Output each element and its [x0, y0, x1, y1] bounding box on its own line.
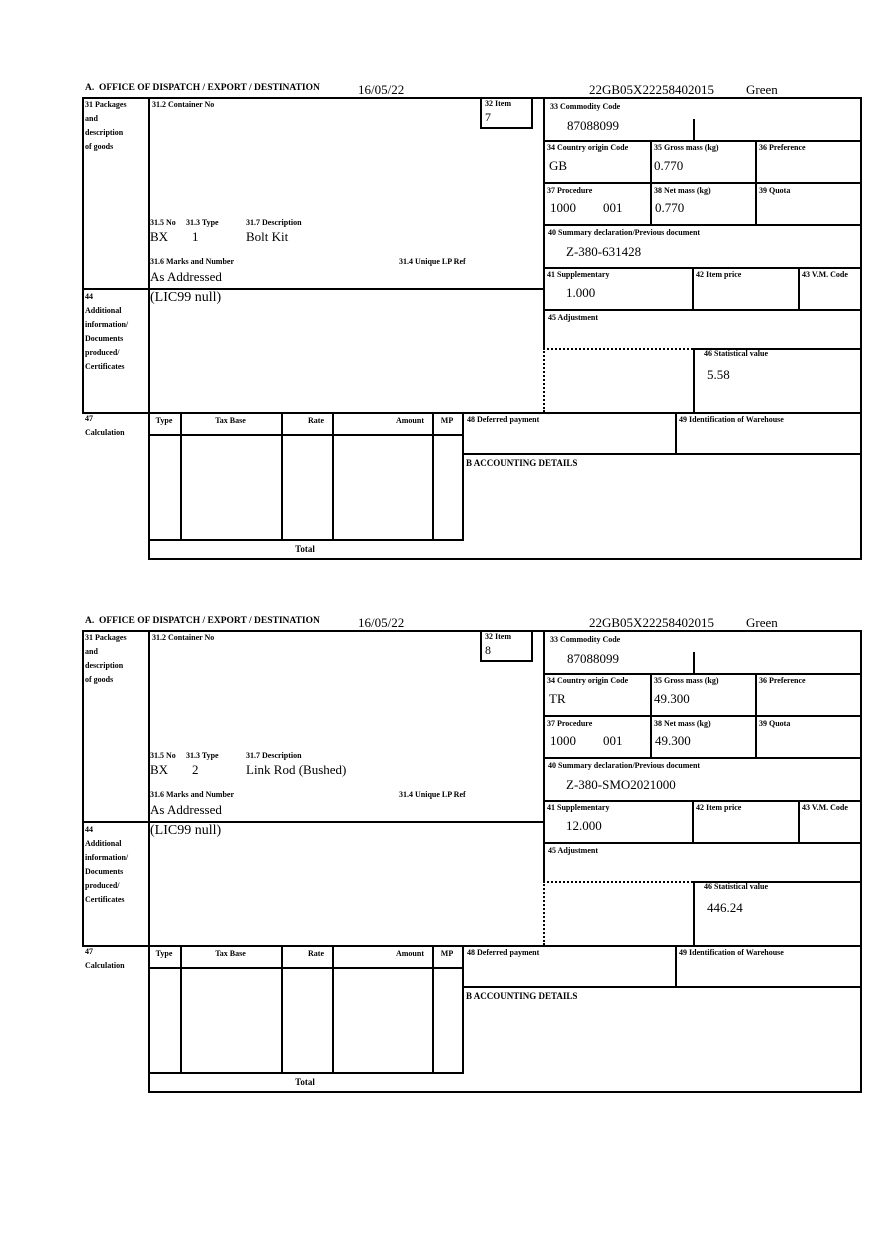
grid-line [281, 412, 283, 539]
grid-line [798, 267, 800, 309]
calc-tax-base-header: Tax Base [215, 416, 246, 425]
preference-label: 36 Preference [759, 676, 806, 685]
box47-label: Calculation [85, 961, 125, 970]
grid-line [543, 673, 862, 675]
grid-line [148, 539, 464, 541]
grid-line [693, 881, 695, 945]
quota-label: 39 Quota [759, 719, 791, 728]
preference-label: 36 Preference [759, 143, 806, 152]
commodity-code-value: 87088099 [567, 651, 619, 666]
total-label: Total [295, 1077, 315, 1087]
commodity-code-label: 33 Commodity Code [550, 635, 621, 644]
dotted-line [543, 881, 693, 883]
routing-value: Green [746, 615, 778, 630]
grid-line [148, 630, 150, 1091]
calc-type-header: Type [155, 949, 173, 958]
package-no-value: BX [150, 762, 169, 777]
description-label: 31.7 Description [246, 751, 302, 760]
grid-line [148, 967, 464, 969]
box44-label: Documents [85, 334, 124, 343]
calc-mp-header: MP [440, 949, 454, 958]
calc-mp-header: MP [440, 416, 454, 425]
vm-code-label: 43 V.M. Code [802, 270, 848, 279]
grid-line [148, 1091, 862, 1093]
box44-label: information/ [85, 853, 129, 862]
procedure-value: 1000 [550, 200, 576, 215]
calc-rate-header: Rate [308, 949, 324, 958]
grid-line [462, 453, 862, 455]
box47-label: Calculation [85, 428, 125, 437]
calc-tax-base-header: Tax Base [215, 949, 246, 958]
box44-label: 44 [85, 825, 93, 834]
box31-label: 31 Packages [85, 100, 127, 109]
grid-line [148, 97, 150, 558]
box44-label: produced/ [85, 881, 120, 890]
grid-line [543, 715, 862, 717]
calc-type-header: Type [155, 416, 173, 425]
package-no-label: 31.5 No [150, 751, 176, 760]
box47-label: 47 [85, 947, 93, 956]
grid-line [675, 412, 677, 453]
box44-label: information/ [85, 320, 129, 329]
item-label: 32 Item [485, 632, 511, 641]
calc-amount-header: Amount [395, 416, 424, 425]
marks-value: As Addressed [150, 269, 222, 284]
grid-line [462, 986, 862, 988]
grid-line [675, 945, 677, 986]
warehouse-id-label: 49 Identification of Warehouse [679, 948, 784, 957]
grid-line [462, 945, 464, 1072]
grid-line [543, 309, 862, 311]
statistical-value: 5.58 [707, 367, 730, 382]
declaration-reference-value: 22GB05X22258402015 [589, 615, 714, 630]
box44-label: Additional [85, 839, 122, 848]
box31-label: of goods [85, 142, 114, 151]
calc-amount-header: Amount [395, 949, 424, 958]
deferred-payment-label: 48 Deferred payment [467, 948, 540, 957]
procedure-label: 37 Procedure [547, 719, 593, 728]
package-type-label: 31.3 Type [186, 751, 219, 760]
gross-mass-value: 49.300 [654, 691, 690, 706]
dotted-line [543, 881, 545, 945]
package-type-label: 31.3 Type [186, 218, 219, 227]
commodity-code-tick [693, 652, 695, 673]
supplementary-value: 1.000 [566, 285, 596, 300]
goods-description-value: Link Rod (Bushed) [246, 762, 347, 777]
unique-lp-ref-label: 31.4 Unique LP Ref [399, 790, 466, 799]
procedure-label: 37 Procedure [547, 186, 593, 195]
net-mass-label: 38 Net mass (kg) [654, 186, 711, 195]
grid-line [148, 434, 464, 436]
grid-line [148, 558, 862, 560]
box31-label: description [85, 661, 124, 670]
total-label: Total [295, 544, 315, 554]
item-price-label: 42 Item price [696, 270, 742, 279]
grid-line [543, 267, 862, 269]
grid-line [180, 945, 182, 1072]
date-value: 16/05/22 [358, 82, 405, 97]
box31-label: and [85, 114, 98, 123]
quota-label: 39 Quota [759, 186, 791, 195]
grid-line [693, 348, 695, 412]
previous-document-label: 40 Summary declaration/Previous document [548, 761, 701, 770]
grid-line [82, 630, 84, 945]
country-origin-value: TR [549, 691, 566, 706]
description-label: 31.7 Description [246, 218, 302, 227]
grid-line [82, 412, 862, 414]
box31-label: and [85, 647, 98, 656]
package-type-value: 1 [192, 229, 199, 244]
previous-document-value: Z-380-SMO2021000 [566, 777, 676, 792]
commodity-code-value: 87088099 [567, 118, 619, 133]
procedure-value: 1000 [550, 733, 576, 748]
gross-mass-label: 35 Gross mass (kg) [654, 143, 719, 152]
grid-line [332, 412, 334, 539]
additional-info-value: (LIC99 null) [150, 823, 222, 838]
box44-label: Certificates [85, 895, 125, 904]
box31-label: 31 Packages [85, 633, 127, 642]
box44-label: Documents [85, 867, 124, 876]
grid-line [543, 182, 862, 184]
routing-value: Green [746, 82, 778, 97]
grid-line [798, 800, 800, 842]
package-type-value: 2 [192, 762, 199, 777]
grid-line [543, 757, 862, 759]
item-label: 32 Item [485, 99, 511, 108]
marks-label: 31.6 Marks and Number [150, 257, 235, 266]
net-mass-value: 0.770 [655, 200, 685, 215]
procedure-suffix-value: 001 [603, 200, 623, 215]
grid-line [82, 630, 862, 632]
grid-line [692, 267, 694, 309]
grid-line [281, 945, 283, 1072]
item-number-value: 7 [485, 110, 491, 124]
grid-line [82, 97, 862, 99]
deferred-payment-label: 48 Deferred payment [467, 415, 540, 424]
grid-line [692, 800, 694, 842]
net-mass-value: 49.300 [655, 733, 691, 748]
warehouse-id-label: 49 Identification of Warehouse [679, 415, 784, 424]
grid-line [432, 412, 434, 539]
grid-line [432, 945, 434, 1072]
office-of-dispatch-label: A. OFFICE OF DISPATCH / EXPORT / DESTINATION [85, 83, 320, 93]
item-number-value: 8 [485, 643, 491, 657]
date-value: 16/05/22 [358, 615, 405, 630]
gross-mass-label: 35 Gross mass (kg) [654, 676, 719, 685]
statistical-value: 446.24 [707, 900, 743, 915]
box31-label: of goods [85, 675, 114, 684]
item-price-label: 42 Item price [696, 803, 742, 812]
supplementary-label: 41 Supplementary [547, 803, 610, 812]
procedure-suffix-value: 001 [603, 733, 623, 748]
declaration-item-section [82, 616, 862, 1094]
grid-line [543, 224, 862, 226]
supplementary-label: 41 Supplementary [547, 270, 610, 279]
grid-line [332, 945, 334, 1072]
box44-label: Additional [85, 306, 122, 315]
statistical-value-label: 46 Statistical value [704, 882, 768, 891]
country-origin-label: 34 Country origin Code [547, 143, 629, 152]
grid-line [82, 97, 84, 412]
commodity-code-label: 33 Commodity Code [550, 102, 621, 111]
grid-line [860, 97, 862, 560]
previous-document-value: Z-380-631428 [566, 244, 642, 259]
grid-line [543, 800, 862, 802]
grid-line [180, 412, 182, 539]
previous-document-label: 40 Summary declaration/Previous document [548, 228, 701, 237]
declaration-reference-value: 22GB05X22258402015 [589, 82, 714, 97]
supplementary-value: 12.000 [566, 818, 602, 833]
package-no-value: BX [150, 229, 169, 244]
box44-label: 44 [85, 292, 93, 301]
country-origin-value: GB [549, 158, 568, 173]
dotted-line [543, 348, 545, 412]
office-of-dispatch-label: A. OFFICE OF DISPATCH / EXPORT / DESTINATION [85, 616, 320, 626]
marks-value: As Addressed [150, 802, 222, 817]
box31-label: description [85, 128, 124, 137]
accounting-details-label: B ACCOUNTING DETAILS [466, 458, 578, 468]
accounting-details-label: B ACCOUNTING DETAILS [466, 991, 578, 1001]
net-mass-label: 38 Net mass (kg) [654, 719, 711, 728]
grid-line [82, 945, 862, 947]
unique-lp-ref-label: 31.4 Unique LP Ref [399, 257, 466, 266]
package-no-label: 31.5 No [150, 218, 176, 227]
box47-label: 47 [85, 414, 93, 423]
additional-info-value: (LIC99 null) [150, 290, 222, 305]
grid-line [543, 842, 862, 844]
grid-line [860, 630, 862, 1093]
grid-line [462, 412, 464, 539]
gross-mass-value: 0.770 [654, 158, 684, 173]
marks-label: 31.6 Marks and Number [150, 790, 235, 799]
statistical-value-label: 46 Statistical value [704, 349, 768, 358]
country-origin-label: 34 Country origin Code [547, 676, 629, 685]
dotted-line [543, 348, 693, 350]
commodity-code-tick [693, 119, 695, 140]
grid-line [543, 140, 862, 142]
declaration-item-section [82, 83, 862, 561]
vm-code-label: 43 V.M. Code [802, 803, 848, 812]
grid-line [148, 1072, 464, 1074]
adjustment-label: 45 Adjustment [548, 313, 599, 322]
container-no-label: 31.2 Container No [152, 100, 215, 109]
calc-rate-header: Rate [308, 416, 324, 425]
adjustment-label: 45 Adjustment [548, 846, 599, 855]
box44-label: Certificates [85, 362, 125, 371]
box44-label: produced/ [85, 348, 120, 357]
goods-description-value: Bolt Kit [246, 229, 289, 244]
container-no-label: 31.2 Container No [152, 633, 215, 642]
